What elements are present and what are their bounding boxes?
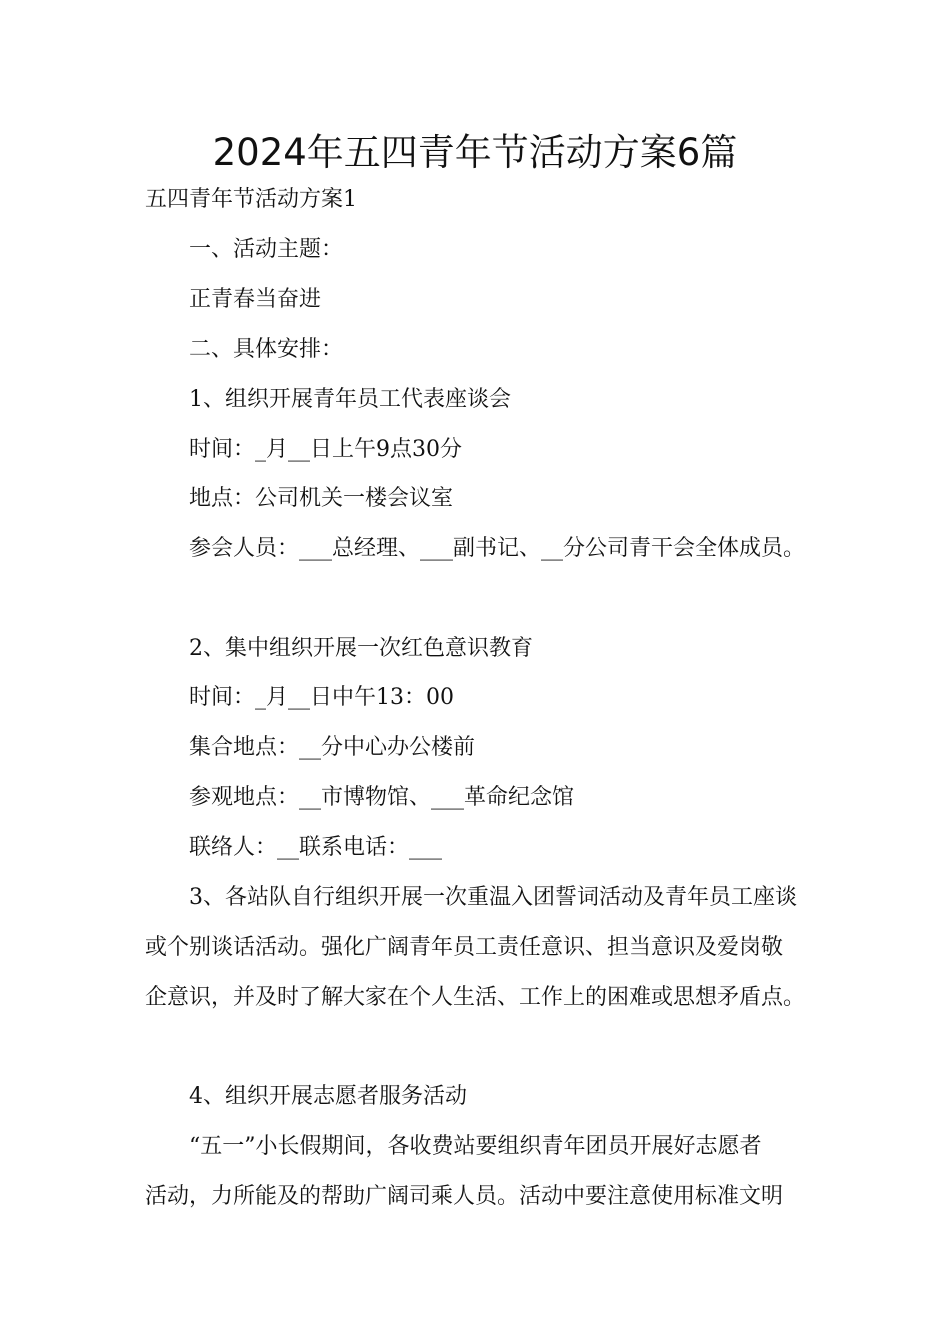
paragraph-line: 4、组织开展志愿者服务活动 — [189, 1084, 467, 1109]
paragraph-line: “五一”小长假期间，各收费站要组织青年团员开展好志愿者 — [189, 1134, 762, 1159]
paragraph-line: 一、活动主题： — [189, 237, 344, 262]
paragraph-line: 地点：公司机关一楼会议室 — [189, 486, 454, 511]
paragraph-line: 1、组织开展青年员工代表座谈会 — [189, 387, 511, 412]
paragraph-line: 二、具体安排： — [189, 337, 344, 362]
paragraph-line: 或个别谈话活动。强化广阔青年员工责任意识、担当意识及爱岗敬 — [145, 935, 784, 960]
paragraph-line: 2、集中组织开展一次红色意识教育 — [189, 636, 533, 661]
section-heading: 五四青年节活动方案1 — [145, 187, 357, 212]
paragraph-line: 联络人：__联系电话：___ — [189, 835, 443, 860]
paragraph-line: 时间：_月__日中午13：00 — [189, 685, 454, 710]
paragraph-line: 活动，力所能及的帮助广阔司乘人员。活动中要注意使用标准文明 — [145, 1184, 784, 1209]
paragraph-line: 企意识，并及时了解大家在个人生活、工作上的困难或思想矛盾点。 — [145, 985, 806, 1010]
paragraph-line: 参会人员：___总经理、___副书记、__分公司青干会全体成员。 — [189, 536, 806, 561]
paragraph-line: 时间：_月__日上午9点30分 — [189, 437, 462, 462]
document-title: 2024年五四青年节活动方案6篇 — [212, 131, 738, 174]
paragraph-line: 集合地点：__分中心办公楼前 — [189, 735, 476, 760]
paragraph-line: 3、各站队自行组织开展一次重温入团誓词活动及青年员工座谈 — [189, 885, 797, 910]
paragraph-line: 参观地点：__市博物馆、___革命纪念馆 — [189, 785, 575, 810]
paragraph-line: 正青春当奋进 — [189, 287, 322, 312]
